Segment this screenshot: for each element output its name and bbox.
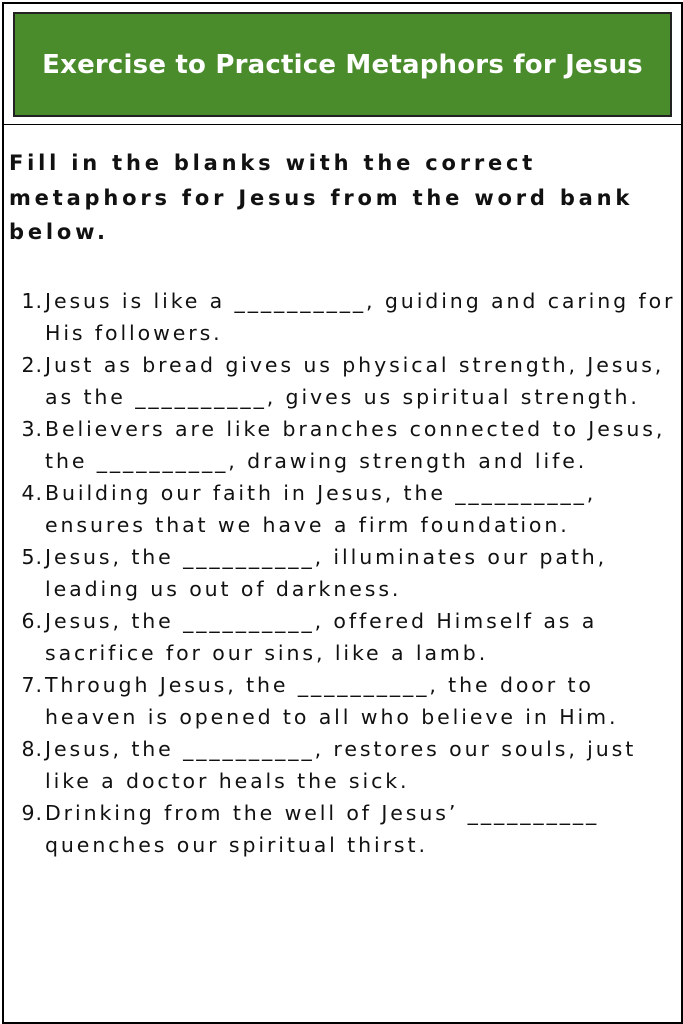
worksheet-frame [2,2,683,1024]
question-item-4 [4,477,679,541]
title-banner [13,12,672,117]
question-item-8 [4,733,679,797]
question-text: Jesus, the __________, restores our souls, just like a doctor heals the sick. [45,737,637,793]
title-divider [4,124,681,125]
question-item-1 [4,285,679,349]
question-number: 6. [21,609,43,633]
question-number: 4. [21,481,43,505]
question-number: 5. [21,545,43,569]
question-number: 2. [21,353,43,377]
question-number: 9. [21,801,43,825]
question-item-9 [4,797,679,861]
question-text: Just as bread gives us physical strength, Jesus, as the __________, gives us spiritual strength. [45,353,665,409]
question-text: Jesus is like a __________, guiding and caring for His followers. [45,289,676,345]
question-number: 8. [21,737,43,761]
question-text: Jesus, the __________, illuminates our path, leading us out of darkness. [45,545,608,601]
instructions-text: Fill in the blanks with the correct metaphors for Jesus from the word bank below. [9,151,634,244]
question-number: 1. [21,289,43,313]
page-title: Exercise to Practice Metaphors for Jesus [42,49,643,80]
question-text: Jesus, the __________, offered Himself as a sacrifice for our sins, like a lamb. [45,609,598,665]
question-item-6 [4,605,679,669]
question-item-3 [4,413,679,477]
question-number: 3. [21,417,43,441]
question-text: Through Jesus, the __________, the door to heaven is opened to all who believe in Him. [45,673,619,729]
question-text: Building our faith in Jesus, the __________, ensures that we have a firm foundation. [45,481,597,537]
question-text: Believers are like branches connected to Jesus, the __________, drawing strength and life. [45,417,666,473]
question-number: 7. [21,673,43,697]
question-item-7 [4,669,679,733]
question-item-2 [4,349,679,413]
question-item-5 [4,541,679,605]
question-text: Drinking from the well of Jesus’ __________ quenches our spiritual thirst. [45,801,600,857]
question-list [4,285,681,861]
